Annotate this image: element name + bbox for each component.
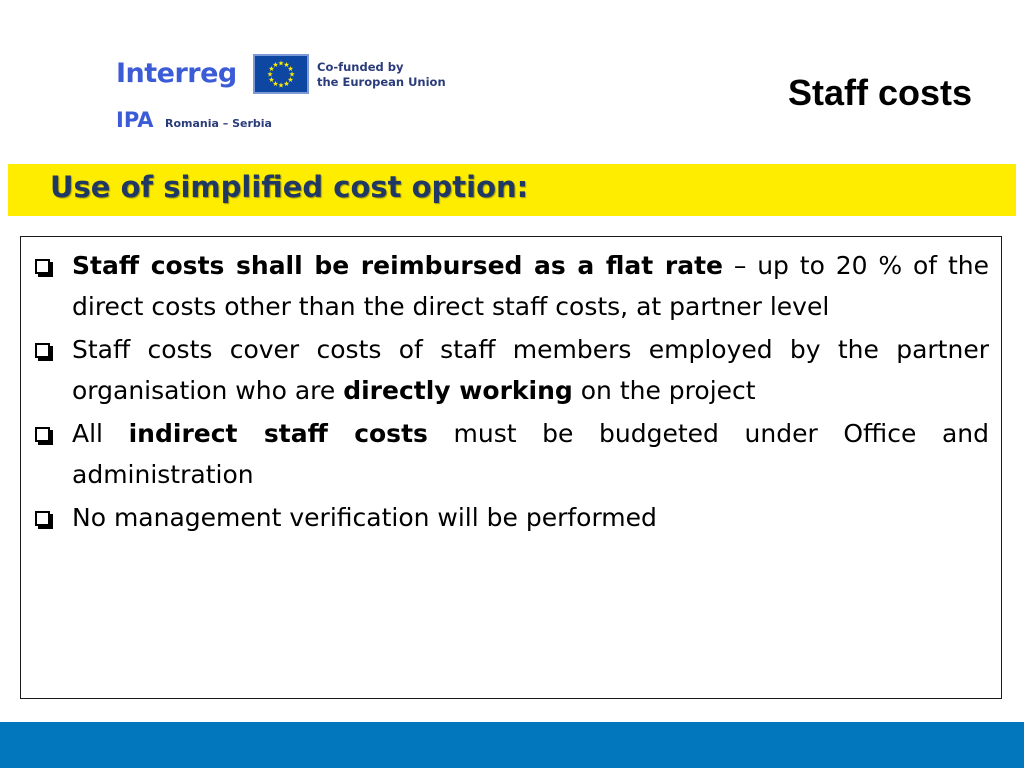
eu-star-icon: ★ (283, 80, 290, 89)
logo-cofunded-text (317, 60, 446, 90)
eu-star-icon: ★ (277, 81, 285, 90)
banner-heading: Use of simplified cost option: (50, 170, 529, 204)
eu-star-icon: ★ (287, 76, 294, 84)
list-item (35, 329, 989, 411)
slide-title: Staff costs (787, 72, 972, 113)
eu-star-icon: ★ (277, 59, 285, 68)
checkbox-bullet-icon (35, 259, 50, 274)
checkbox-bullet-icon (35, 343, 50, 358)
bullet-bold: Staff costs shall be reimbursed as a flat rate (72, 251, 723, 280)
eu-star-icon: ★ (287, 65, 294, 73)
bullet-bold: indirect staff costs (128, 419, 428, 448)
logo-cofunded-line2: the European Union (317, 75, 446, 89)
eu-star-icon: ★ (268, 65, 275, 73)
bullet-list (35, 245, 989, 538)
checkbox-bullet-icon (35, 511, 50, 526)
eu-star-icon: ★ (266, 70, 274, 79)
list-item (35, 413, 989, 495)
bullet-text-post: must be budgeted under Office and administration (72, 419, 989, 489)
logo-ipa: IPA (116, 108, 154, 132)
content-box (20, 236, 1002, 699)
interreg-logo (116, 54, 446, 134)
bullet-text-post: on the project (572, 376, 756, 405)
logo-program-name: Interreg (116, 58, 237, 89)
checkbox-bullet-icon (35, 427, 50, 442)
eu-star-icon: ★ (288, 70, 296, 79)
section-banner (8, 164, 1016, 216)
eu-star-icon: ★ (268, 76, 275, 84)
eu-star-icon: ★ (283, 60, 290, 69)
footer-bar (0, 722, 1024, 768)
eu-star-icon: ★ (272, 80, 279, 89)
list-item (35, 245, 989, 327)
bullet-text: – up to 20 % of the direct costs other than the direct staff costs, at partner level (72, 251, 989, 321)
eu-flag-icon (253, 54, 309, 94)
eu-star-icon: ★ (272, 60, 279, 69)
logo-region: Romania – Serbia (165, 117, 272, 130)
logo-cofunded-line1: Co-funded by (317, 60, 404, 74)
bullet-bold: directly working (343, 376, 573, 405)
bullet-text: No management verification will be performed (72, 503, 657, 532)
bullet-text-pre: Staff costs cover costs of staff members employed by the partner organisation who are (72, 335, 989, 405)
bullet-text-pre: All (72, 419, 129, 448)
list-item (35, 497, 989, 538)
